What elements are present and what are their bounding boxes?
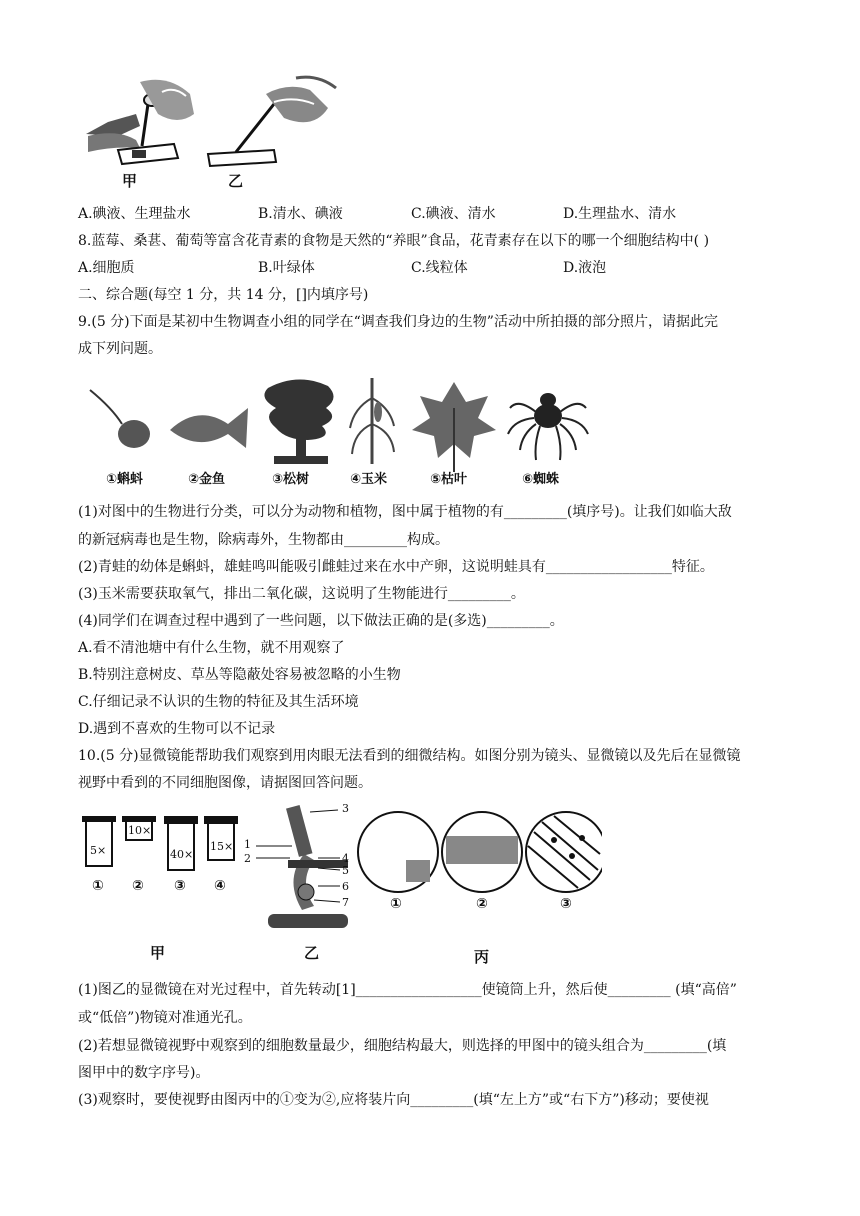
q10-part2-line1: (2)若想显微镜视野中观察到的细胞数量最少，细胞结构最大，则选择的甲图中的镜头组合为_________(填 — [78, 1038, 727, 1054]
view-num-3: ③ — [560, 896, 572, 912]
microscope-figure — [78, 800, 602, 972]
organism-label-3: ③松树 — [272, 472, 310, 487]
organism-label-5: ⑤枯叶 — [430, 472, 468, 487]
scope-num-2: 2 — [244, 852, 251, 865]
organism-label-6: ⑥蜘蛛 — [522, 472, 560, 487]
figure-label-yi: 乙 — [304, 944, 320, 962]
q7-figure — [78, 74, 340, 192]
q10-part1-line2: 或“低倍”)物镜对准通光孔。 — [78, 1010, 252, 1026]
q10-part2-line2: 图甲中的数字序号)。 — [78, 1065, 210, 1081]
lens-label-3: 40× — [170, 848, 194, 861]
organism-label-1: ①蝌蚪 — [106, 472, 144, 487]
figure-label-jia: 甲 — [150, 944, 166, 962]
q8-option-c: C.线粒体 — [411, 260, 468, 276]
q7-option-d: D.生理盐水、清水 — [563, 206, 677, 222]
figure-label-jia: 甲 — [122, 172, 138, 190]
organisms-figure — [78, 368, 600, 490]
lens-num-1: ① — [92, 878, 104, 894]
lens-label-1: 5× — [90, 844, 107, 857]
view-num-2: ② — [476, 896, 488, 912]
scope-num-7: 7 — [342, 896, 349, 909]
dropper-illustration — [78, 74, 340, 192]
q9-part1-line1: (1)对图中的生物进行分类，可以分为动物和植物，图中属于植物的有_________(填序号)。让我们如临大敌 — [78, 504, 732, 520]
scope-num-6: 6 — [342, 880, 349, 893]
scope-num-1: 1 — [244, 838, 251, 851]
figure-label-yi: 乙 — [228, 172, 244, 190]
q7-option-b: B.清水、碘液 — [258, 206, 343, 222]
q8-stem: 8.蓝莓、桑葚、葡萄等富含花青素的食物是天然的“养眼”食品，花青素存在以下的哪一个细胞结构中( ) — [78, 233, 710, 249]
q7-option-a: A.碘液、生理盐水 — [78, 206, 191, 222]
scope-num-3: 3 — [342, 802, 349, 815]
lens-num-4: ④ — [214, 878, 226, 894]
organism-label-2: ②金鱼 — [188, 472, 226, 487]
q8-option-b: B.叶绿体 — [258, 260, 315, 276]
q9-option-c: C.仔细记录不认识的生物的特征及其生活环境 — [78, 694, 359, 710]
q9-option-d: D.遇到不喜欢的生物可以不记录 — [78, 721, 276, 737]
q10-part3-line1: (3)观察时，要使视野由图丙中的①变为②,应将装片向_________(填“左上方”或“右下方”)移动；要使视 — [78, 1092, 709, 1108]
figure-label-bing: 丙 — [474, 948, 490, 966]
lens-num-3: ③ — [174, 878, 186, 894]
lens-label-4: 15× — [210, 840, 234, 853]
q10-stem-line1: 10.(5 分)显微镜能帮助我们观察到用肉眼无法看到的细微结构。如图分别为镜头、显微镜以及先后在显微镜 — [78, 748, 741, 764]
q9-part2: (2)青蛙的幼体是蝌蚪，雄蛙鸣叫能吸引雌蛙过来在水中产卵，这说明蛙具有__________________特征。 — [78, 559, 714, 575]
q7-option-c: C.碘液、清水 — [411, 206, 496, 222]
scope-num-5: 5 — [342, 864, 349, 877]
lens-label-2: 10× — [128, 824, 152, 837]
q9-part3: (3)玉米需要获取氧气，排出二氧化碳，这说明了生物能进行_________。 — [78, 586, 525, 602]
lens-num-2: ② — [132, 878, 144, 894]
q9-part1-line2: 的新冠病毒也是生物，除病毒外，生物都由_________构成。 — [78, 532, 449, 548]
view-num-1: ① — [390, 896, 402, 912]
q9-stem-line1: 9.(5 分)下面是某初中生物调查小组的同学在“调查我们身边的生物”活动中所拍摄的部分照片，请据此完 — [78, 314, 718, 330]
q9-part4: (4)同学们在调查过程中遇到了一些问题，以下做法正确的是(多选)_________。 — [78, 613, 564, 629]
q8-option-a: A.细胞质 — [78, 260, 135, 276]
q9-option-b: B.特别注意树皮、草丛等隐蔽处容易被忽略的小生物 — [78, 667, 401, 683]
scope-num-4: 4 — [342, 852, 349, 865]
q10-stem-line2: 视野中看到的不同细胞图像，请据图回答问题。 — [78, 775, 372, 791]
q9-stem-line2: 成下列问题。 — [78, 341, 162, 357]
q9-option-a: A.看不清池塘中有什么生物，就不用观察了 — [78, 640, 345, 656]
section-title: 二、综合题(每空 1 分，共 14 分，[]内填序号) — [78, 287, 369, 303]
organism-label-4: ④玉米 — [350, 472, 388, 487]
q8-option-d: D.液泡 — [563, 260, 607, 276]
q10-part1-line1: (1)图乙的显微镜在对光过程中，首先转动[1]__________________使镜筒上升，然后使_________ (填“高倍” — [78, 982, 737, 998]
